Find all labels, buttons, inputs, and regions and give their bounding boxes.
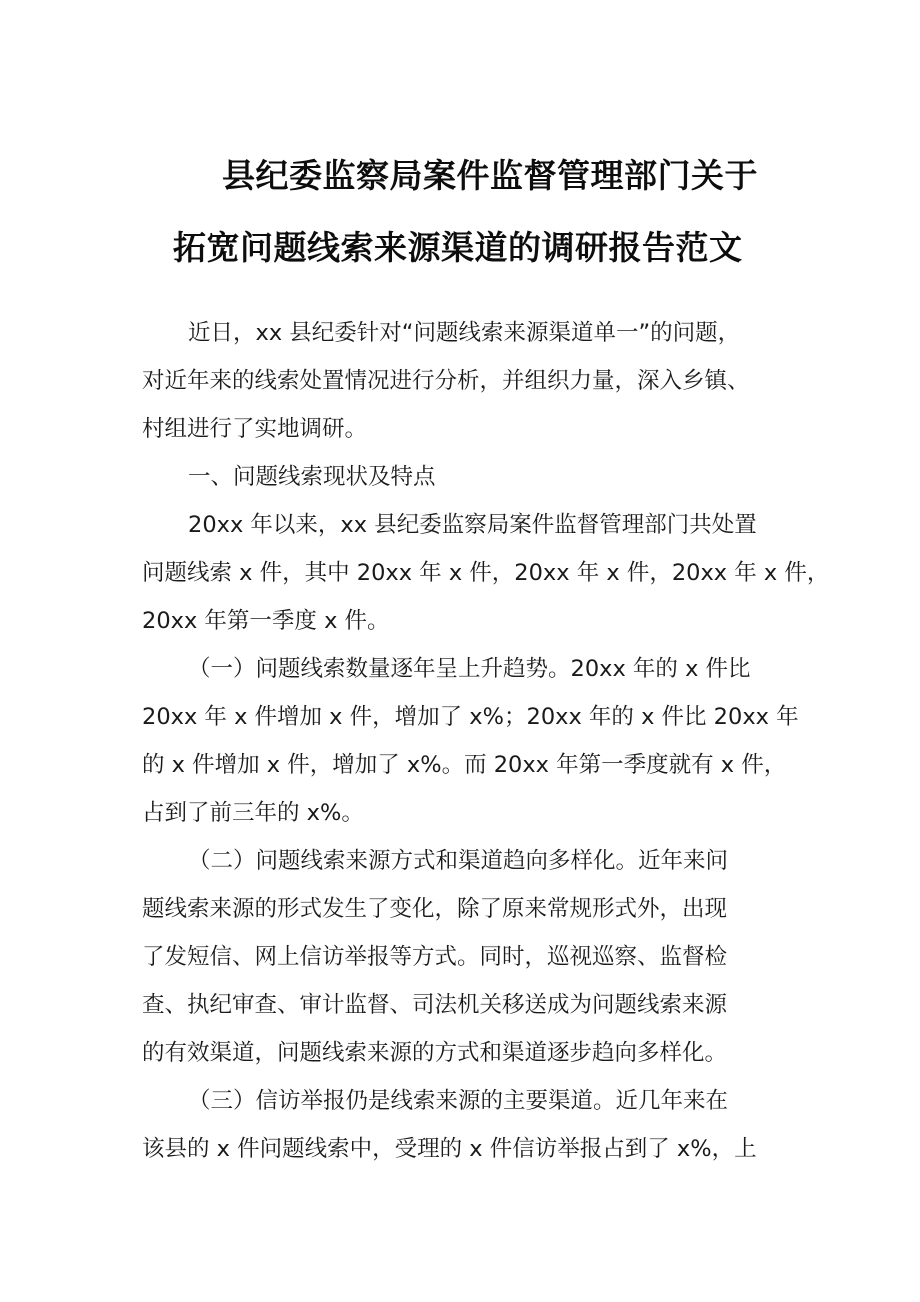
section-heading-1: 一、问题线索现状及特点: [188, 464, 436, 490]
paragraph-intro-line-1: 近日，xx 县纪委针对“问题线索来源渠道单一”的问题，: [188, 320, 741, 346]
paragraph-point-3-line-2: 该县的 x 件问题线索中，受理的 x 件信访举报占到了 x%，上: [142, 1136, 757, 1162]
paragraph-point-2-line-1: （二）问题线索来源方式和渠道趋向多样化。近年来问: [188, 848, 729, 874]
paragraph-point-1-line-1: （一）问题线索数量逐年呈上升趋势。20xx 年的 x 件比: [188, 656, 751, 682]
paragraph-stats-line-2: 问题线索 x 件，其中 20xx 年 x 件，20xx 年 x 件，20xx 年 x 件，: [142, 560, 830, 586]
document-title-line-2: 拓宽问题线索来源渠道的调研报告范文: [173, 228, 743, 267]
paragraph-point-2-line-5: 的有效渠道，问题线索来源的方式和渠道逐步趋向多样化。: [142, 1040, 728, 1066]
paragraph-point-2-line-2: 题线索来源的形式发生了变化，除了原来常规形式外，出现: [142, 896, 728, 922]
paragraph-intro-line-2: 对近年来的线索处置情况进行分析，并组织力量，深入乡镇、: [142, 368, 750, 394]
paragraph-intro-line-3: 村组进行了实地调研。: [142, 416, 368, 442]
paragraph-point-1-line-4: 占到了前三年的 x%。: [142, 800, 364, 826]
paragraph-point-1-line-2: 20xx 年 x 件增加 x 件，增加了 x%；20xx 年的 x 件比 20xx 年: [142, 704, 799, 730]
paragraph-point-2-line-3: 了发短信、网上信访举报等方式。同时，巡视巡察、监督检: [142, 944, 728, 970]
paragraph-point-3-line-1: （三）信访举报仍是线索来源的主要渠道。近几年来在: [188, 1088, 729, 1114]
paragraph-point-2-line-4: 查、执纪审查、审计监督、司法机关移送成为问题线索来源: [142, 992, 728, 1018]
paragraph-stats-line-1: 20xx 年以来，xx 县纪委监察局案件监督管理部门共处置: [188, 512, 757, 538]
paragraph-point-1-line-3: 的 x 件增加 x 件，增加了 x%。而 20xx 年第一季度就有 x 件，: [142, 752, 787, 778]
document-title-line-1: 县纪委监察局案件监督管理部门关于: [222, 156, 758, 195]
paragraph-stats-line-3: 20xx 年第一季度 x 件。: [142, 608, 390, 634]
